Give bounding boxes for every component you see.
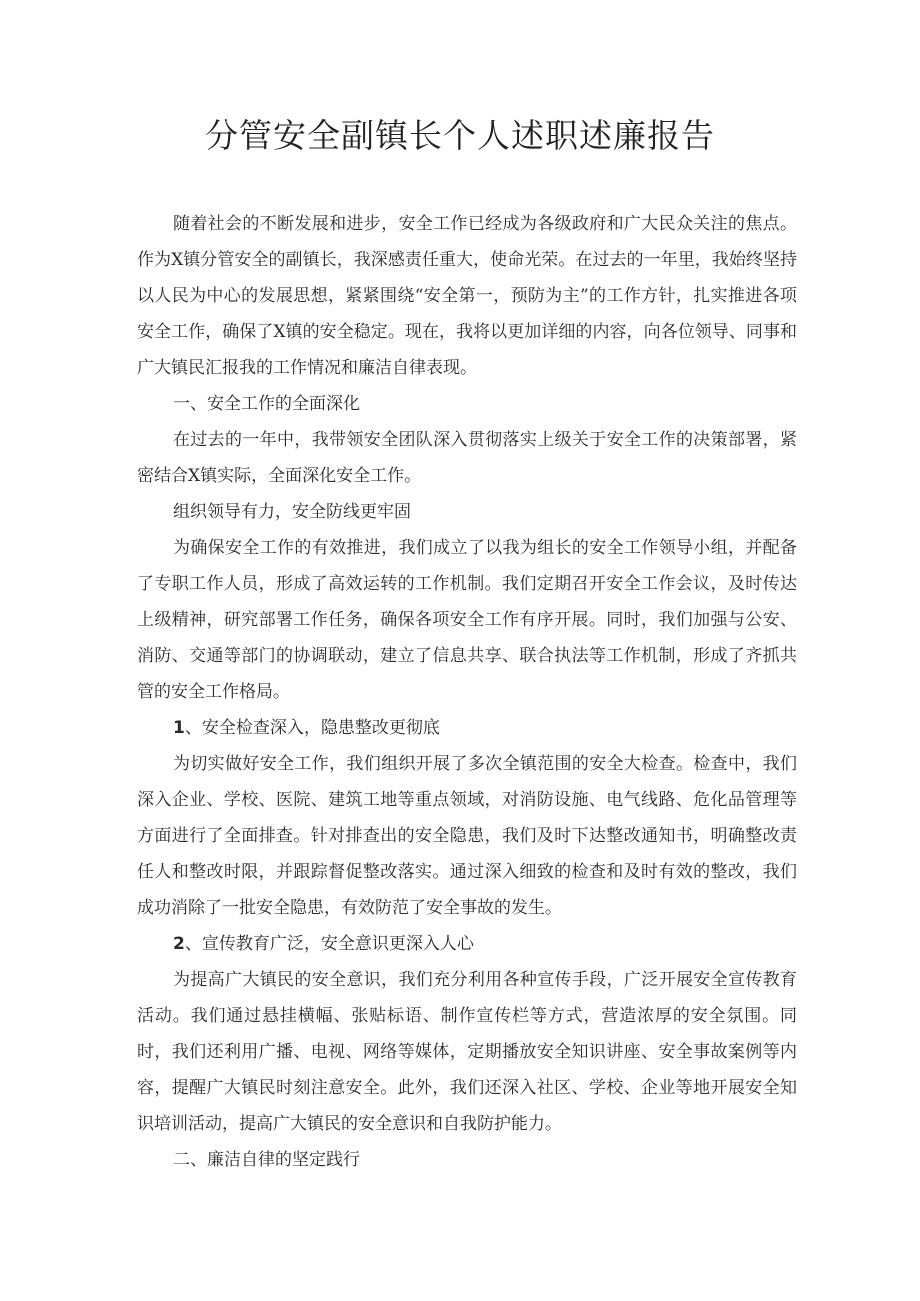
paragraph-safety-inspection: 为切实做好安全工作，我们组织开展了多次全镇范围的安全大检查。检查中，我们深入企业、学校、医院、建筑工地等重点领域，对消防设施、电气线路、危化品管理等方面进行了全面排查。针对排查出的安全隐患，我们及时下达整改通知书，明确整改责任人和整改时限，并跟踪督促整改落实。通过深入细致的检查和及时有效的整改，我们成功消除了一批安全隐患，有效防范了安全事故的发生。 xyxy=(137,754,797,918)
paragraph-safety-overview: 在过去的一年中，我带领安全团队深入贯彻落实上级关于安全工作的决策部署，紧密结合X镇实际，全面深化安全工作。 xyxy=(137,430,797,486)
subheading-number: 2 xyxy=(173,934,185,954)
paragraph-organization-leadership: 为确保安全工作的有效推进，我们成立了以我为组长的安全工作领导小组，并配备了专职工作人员，形成了高效运转的工作机制。我们定期召开安全工作会议，及时传达上级精神，研究部署工作任务，确保各项安全工作有序开展。同时，我们加强与公安、消防、交通等部门的协调联动，建立了信息共享、联合执法等工作机制，形成了齐抓共管的安全工作格局。 xyxy=(137,538,797,702)
subheading-number: 1 xyxy=(173,718,185,738)
section-heading-safety-work: 一、安全工作的全面深化 xyxy=(173,394,360,414)
subheading-organization-leadership: 组织领导有力，安全防线更牢固 xyxy=(173,502,411,522)
document-title: 分管安全副镇长个人述职述廉报告 xyxy=(205,116,715,155)
paragraph-intro: 随着社会的不断发展和进步，安全工作已经成为各级政府和广大民众关注的焦点。作为X镇分管安全的副镇长，我深感责任重大，使命光荣。在过去的一年里，我始终坚持以人民为中心的发展思想，紧紧围绕“安全第一，预防为主”的工作方针，扎实推进各项安全工作，确保了X镇的安全稳定。现在，我将以更加详细的内容，向各位领导、同事和广大镇民汇报我的工作情况和廉洁自律表现。 xyxy=(137,214,797,378)
section-heading-integrity: 二、廉洁自律的坚定践行 xyxy=(173,1150,360,1170)
paragraph-publicity-education: 为提高广大镇民的安全意识，我们充分利用各种宣传手段，广泛开展安全宣传教育活动。我们通过悬挂横幅、张贴标语、制作宣传栏等方式，营造浓厚的安全氛围。同时，我们还利用广播、电视、网络等媒体，定期播放安全知识讲座、安全事故案例等内容，提醒广大镇民时刻注意安全。此外，我们还深入社区、学校、企业等地开展安全知识培训活动，提高广大镇民的安全意识和自我防护能力。 xyxy=(137,970,797,1134)
document-body xyxy=(137,206,797,1178)
subheading-safety-inspection xyxy=(137,710,797,746)
subheading-text: 、宣传教育广泛，安全意识更深入人心 xyxy=(184,934,474,954)
subheading-text: 、安全检查深入，隐患整改更彻底 xyxy=(184,718,440,738)
subheading-publicity-education xyxy=(137,926,797,962)
